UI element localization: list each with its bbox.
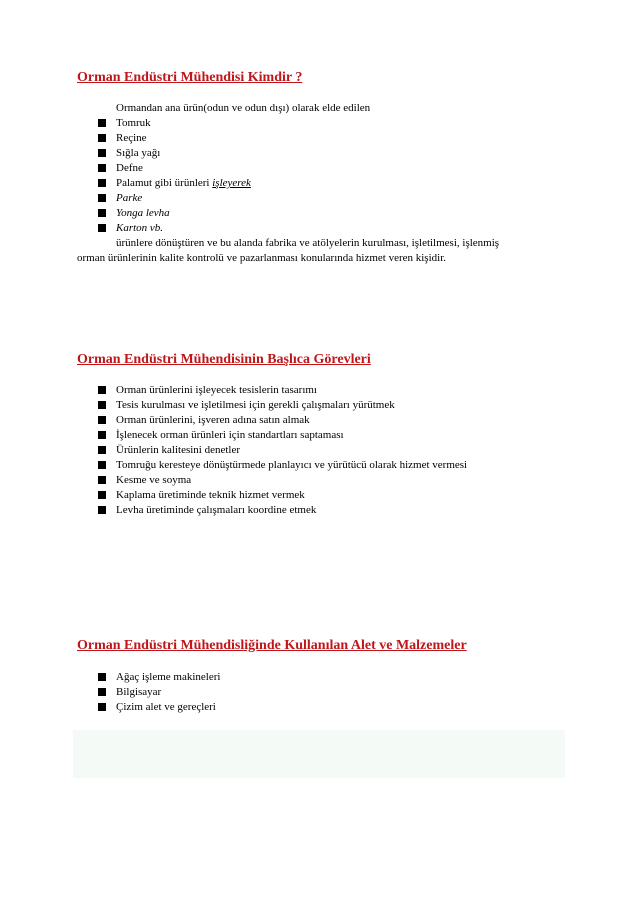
square-bullet-icon (98, 506, 106, 514)
square-bullet-icon (98, 401, 106, 409)
square-bullet-icon (98, 149, 106, 157)
list-item: Çizim alet ve gereçleri (0, 700, 220, 715)
square-bullet-icon (98, 179, 106, 187)
square-bullet-icon (98, 209, 106, 217)
list-item: Bilgisayar (0, 685, 220, 700)
square-bullet-icon (98, 119, 106, 127)
list-item: Ürünlerin kalitesini denetler (0, 443, 467, 458)
square-bullet-icon (98, 491, 106, 499)
square-bullet-icon (98, 224, 106, 232)
list-item: İşlenecek orman ürünleri için standartları saptaması (0, 428, 467, 443)
square-bullet-icon (98, 703, 106, 711)
square-bullet-icon (98, 688, 106, 696)
square-bullet-icon (98, 446, 106, 454)
shaded-box (73, 730, 565, 778)
list-item: Ağaç işleme makineleri (0, 670, 220, 685)
section1-outro-line1: ürünlere dönüştüren ve bu alanda fabrika ve atölyelerin kurulması, işletilmesi, işlenmiş (116, 237, 500, 249)
square-bullet-icon (98, 134, 106, 142)
square-bullet-icon (98, 386, 106, 394)
list-item: Levha üretiminde çalışmaları koordine etmek (0, 503, 467, 518)
square-bullet-icon (98, 164, 106, 172)
list-item: Yonga levha (0, 206, 251, 221)
section2-title: Orman Endüstri Mühendisinin Başlıca Görevleri (77, 352, 371, 367)
list-item: Reçine (0, 131, 251, 146)
square-bullet-icon (98, 431, 106, 439)
square-bullet-icon (98, 476, 106, 484)
list-item: Karton vb. (0, 221, 251, 236)
square-bullet-icon (98, 416, 106, 424)
list-item: Tomruğu keresteye dönüştürmede planlayıcı ve yürütücü olarak hizmet vermesi (0, 458, 467, 473)
section1-outro-line2: orman ürünlerinin kalite kontrolü ve pazarlanması konularında hizmet veren kişidir. (77, 252, 446, 264)
section1-intro: Ormandan ana ürün(odun ve odun dışı) olarak elde edilen (116, 102, 371, 114)
square-bullet-icon (98, 194, 106, 202)
list-item: Kaplama üretiminde teknik hizmet vermek (0, 488, 467, 503)
section1-title: Orman Endüstri Mühendisi Kimdir ? (77, 70, 303, 85)
section1-list (0, 116, 251, 236)
section3-title: Orman Endüstri Mühendisliğinde Kullanılan Alet ve Malzemeler (77, 638, 467, 653)
list-item: Sığla yağı (0, 146, 251, 161)
list-item: Tesis kurulması ve işletilmesi için gerekli çalışmaları yürütmek (0, 398, 467, 413)
list-item: Kesme ve soyma (0, 473, 467, 488)
list-item: Orman ürünlerini, işveren adına satın almak (0, 413, 467, 428)
square-bullet-icon (98, 673, 106, 681)
list-item: Defne (0, 161, 251, 176)
emphasized-word: işleyerek (212, 177, 251, 189)
square-bullet-icon (98, 461, 106, 469)
list-item: Parke (0, 191, 251, 206)
section2-list (0, 383, 467, 518)
list-item: Tomruk (0, 116, 251, 131)
list-item: Palamut gibi ürünleri işleyerek (0, 176, 251, 191)
section3-list (0, 670, 220, 715)
list-item: Orman ürünlerini işleyecek tesislerin tasarımı (0, 383, 467, 398)
